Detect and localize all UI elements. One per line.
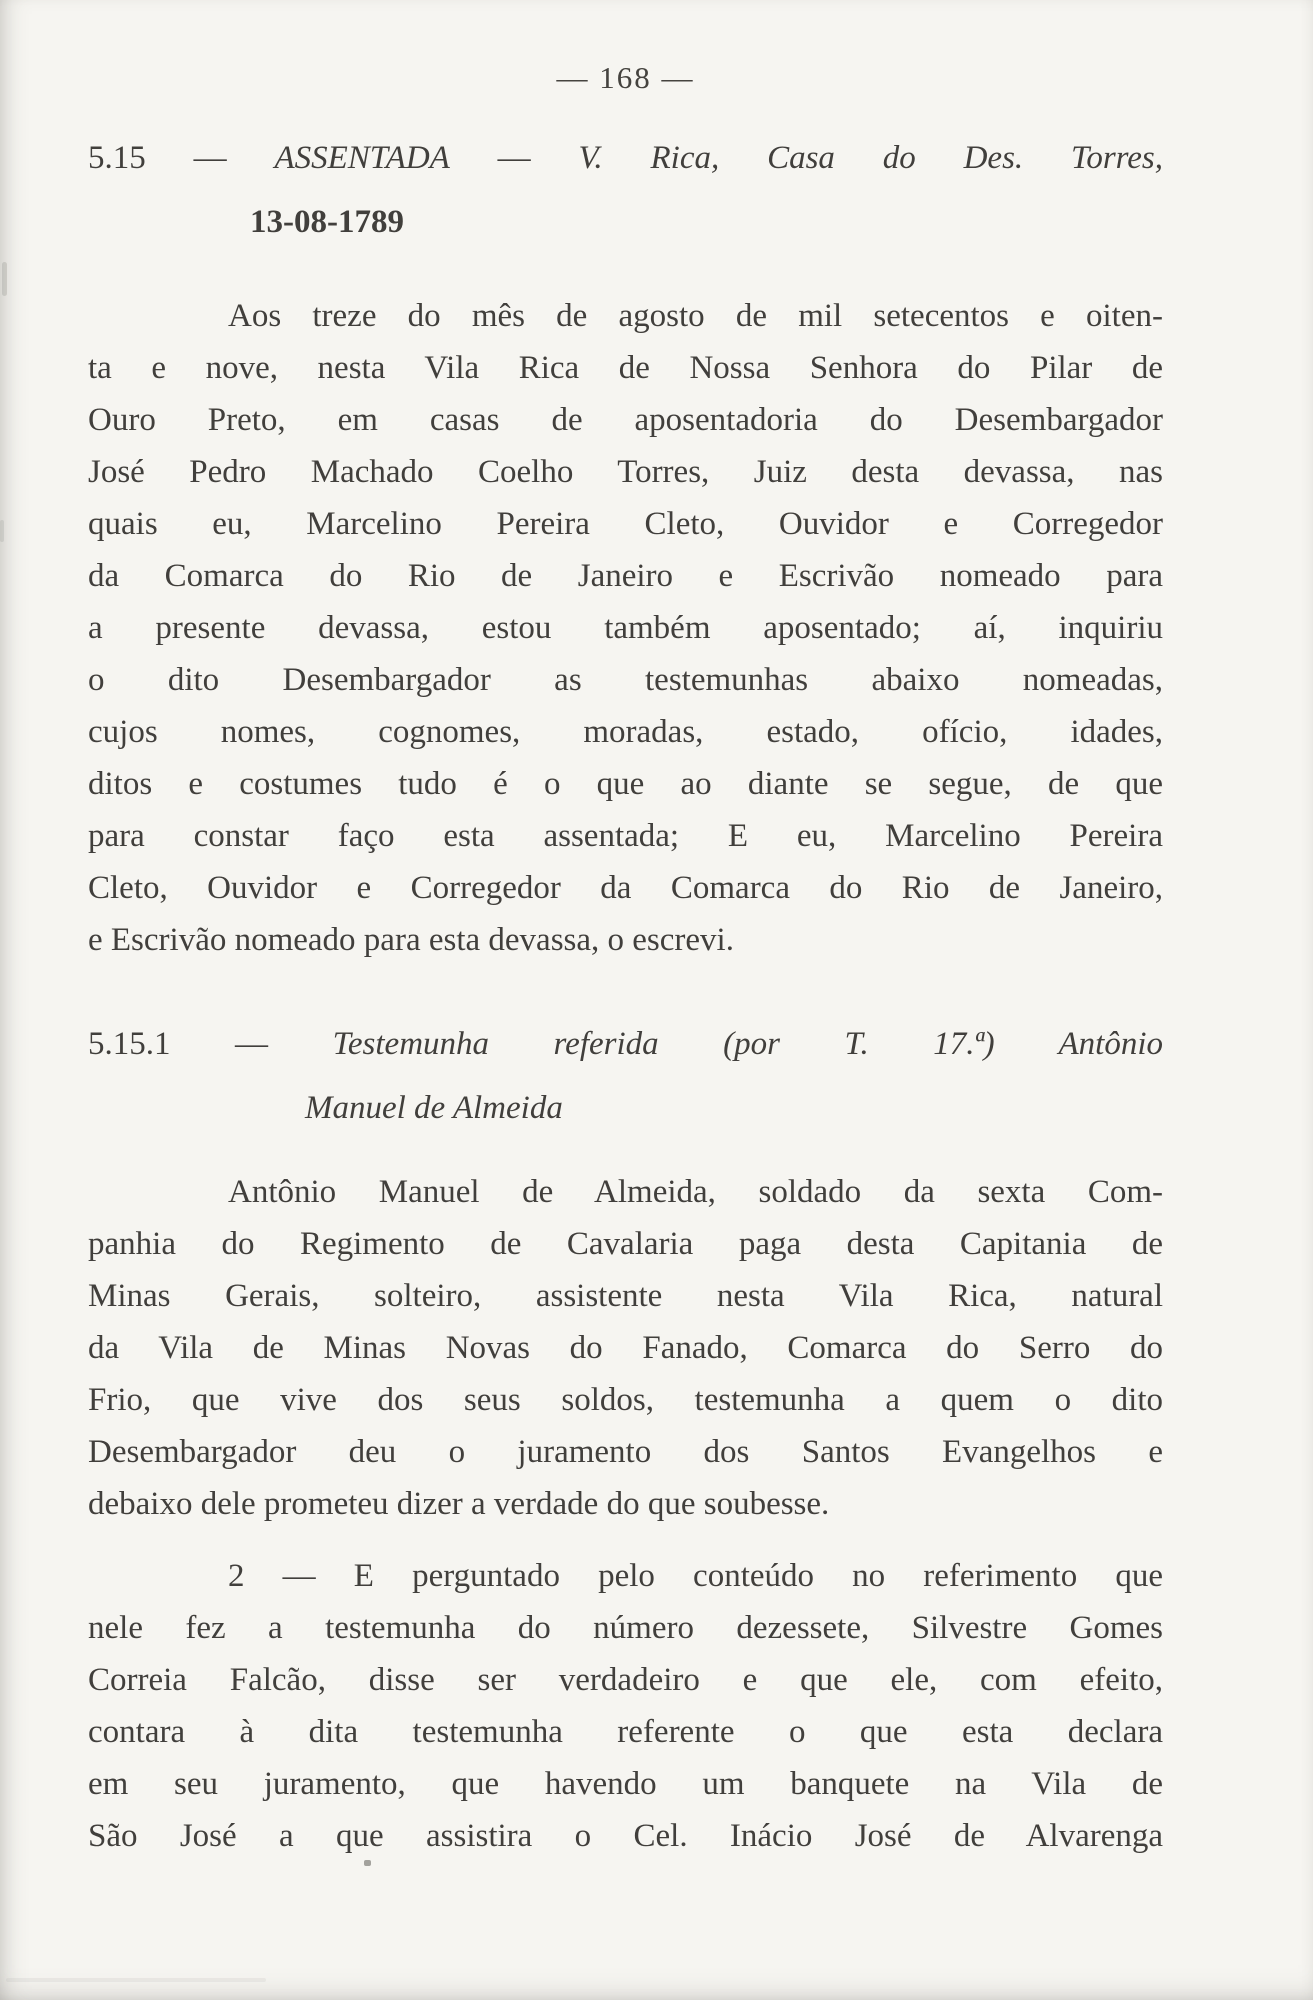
text-line: 2 — E perguntado pelo conteúdo no referimento que — [228, 1558, 1163, 1594]
dash-separator: — — [235, 1026, 269, 1062]
section-subtitle: V. Rica, Casa do Des. Torres, — [578, 140, 1164, 176]
text-line: ditos e costumes tudo é o que ao diante se segue, de que — [88, 766, 1163, 802]
text-line: da Comarca do Rio de Janeiro e Escrivão nomeado para — [88, 558, 1163, 594]
scan-artifact — [6, 1978, 266, 1982]
section-title: Testemunha referida (por T. 17.ª) Antônio — [332, 1026, 1163, 1062]
text-line: para constar faço esta assentada; E eu, Marcelino Pereira — [88, 818, 1163, 854]
paragraph-assentada — [88, 290, 1163, 966]
page-content — [88, 58, 1163, 1862]
scan-artifact — [0, 520, 4, 542]
text-line: José Pedro Machado Coelho Torres, Juiz desta devassa, nas — [88, 454, 1163, 490]
text-line: contara à dita testemunha referente o que esta declara — [88, 1714, 1163, 1750]
text-line: a presente devassa, estou também aposentado; aí, inquiriu — [88, 610, 1163, 646]
text-line: ta e nove, nesta Vila Rica de Nossa Senhora do Pilar de — [88, 350, 1163, 386]
scan-artifact — [2, 262, 7, 296]
text-line: Ouro Preto, em casas de aposentadoria do Desembargador — [88, 402, 1163, 438]
text-line: em seu juramento, que havendo um banquete na Vila de — [88, 1766, 1163, 1802]
section-title: ASSENTADA — [274, 140, 450, 176]
text-line: panhia do Regimento de Cavalaria paga desta Capitania de — [88, 1226, 1163, 1262]
heading-line — [88, 1012, 1163, 1076]
dash-separator: — — [193, 140, 227, 176]
text-line: Correia Falcão, disse ser verdadeiro e que ele, com efeito, — [88, 1662, 1163, 1698]
text-line: Cleto, Ouvidor e Corregedor da Comarca do Rio de Janeiro, — [88, 870, 1163, 906]
text-line: Desembargador deu o juramento dos Santos Evangelhos e — [88, 1434, 1163, 1470]
dash-separator: — — [497, 140, 531, 176]
text-line: e Escrivão nomeado para esta devassa, o escrevi. — [88, 922, 734, 958]
page-number: — 168 — — [556, 60, 695, 95]
section-date: 13-08-1789 — [250, 204, 404, 240]
text-line: São José a que assistira o Cel. Inácio José de Alvarenga — [88, 1818, 1163, 1854]
text-line: Antônio Manuel de Almeida, soldado da sexta Com- — [228, 1174, 1163, 1210]
paragraph-testemunha — [88, 1166, 1163, 1530]
text-line: quais eu, Marcelino Pereira Cleto, Ouvidor e Corregedor — [88, 506, 1163, 542]
text-line: o dito Desembargador as testemunhas abaixo nomeadas, — [88, 662, 1163, 698]
paragraph-perguntado — [88, 1550, 1163, 1862]
section-number: 5.15 — [88, 140, 146, 176]
text-line: da Vila de Minas Novas do Fanado, Comarca do Serro do — [88, 1330, 1163, 1366]
text-line: Frio, que vive dos seus soldos, testemunha a quem o dito — [88, 1382, 1163, 1418]
section-heading-5-15-1 — [88, 1012, 1163, 1140]
text-line: Minas Gerais, solteiro, assistente nesta Vila Rica, natural — [88, 1278, 1163, 1314]
text-line: Aos treze do mês de agosto de mil setecentos e oiten- — [228, 298, 1163, 334]
heading-line — [88, 126, 1163, 190]
text-line: debaixo dele prometeu dizer a verdade do que soubesse. — [88, 1486, 830, 1522]
section-title-continuation: Manuel de Almeida — [305, 1090, 563, 1126]
section-heading-5-15 — [88, 126, 1163, 254]
text-line: nele fez a testemunha do número dezessete, Silvestre Gomes — [88, 1610, 1163, 1646]
text-line: cujos nomes, cognomes, moradas, estado, ofício, idades, — [88, 714, 1163, 750]
section-number: 5.15.1 — [88, 1026, 171, 1062]
